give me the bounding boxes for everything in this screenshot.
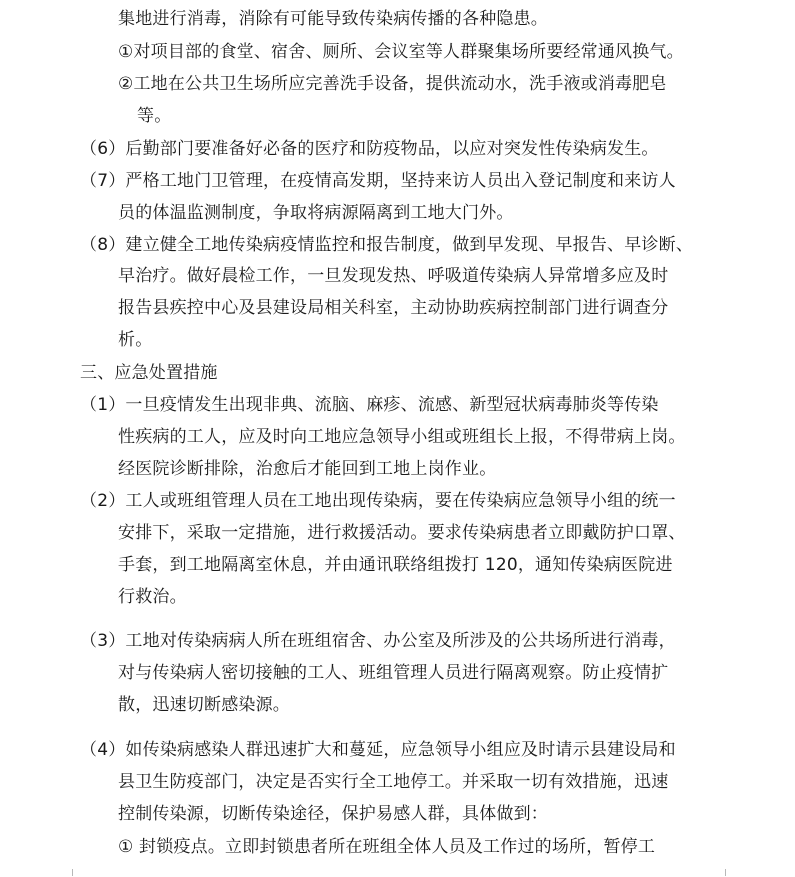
text-line: ①对项目部的食堂、宿舍、厕所、会议室等人群聚集场所要经常通风换气。: [118, 42, 684, 62]
text-line: （7）严格工地门卫管理，在疫情高发期，坚持来访人员出入登记制度和来访人: [80, 171, 676, 191]
text-line: 报告县疾控中心及县建设局相关科室，主动协助疾病控制部门进行调查分: [118, 298, 669, 318]
text-line: （1）一旦疫情发生出现非典、流脑、麻疹、流感、新型冠状病毒肺炎等传染: [80, 395, 659, 415]
text-line: 员的体温监测制度，争取将病源隔离到工地大门外。: [118, 203, 514, 223]
text-line: 散，迅速切断感染源。: [118, 695, 290, 715]
text-line: 集地进行消毒，消除有可能导致传染病传播的各种隐患。: [118, 9, 548, 29]
text-line: 析。: [118, 330, 153, 350]
text-line: 早治疗。做好晨检工作，一旦发现发热、呼吸道传染病人异常增多应及时: [118, 266, 669, 286]
text-line: 等。: [137, 106, 172, 126]
section-heading: 三、应急处置措施: [80, 363, 218, 383]
margin-mark-right: [725, 869, 726, 876]
text-line: ① 封锁疫点。立即封锁患者所在班组全体人员及工作过的场所，暂停工: [118, 837, 656, 857]
text-line: （4）如传染病感染人群迅速扩大和蔓延，应急领导小组应及时请示县建设局和: [80, 740, 676, 760]
text-line: 行救治。: [118, 587, 187, 607]
text-line: 控制传染源，切断传染途径，保护易感人群，具体做到：: [118, 804, 548, 824]
text-line: 性疾病的工人，应及时向工地应急领导小组或班组长上报，不得带病上岗。: [118, 427, 686, 447]
text-line: 经医院诊断排除，治愈后才能回到工地上岗作业。: [118, 459, 497, 479]
margin-mark-left: [72, 869, 73, 876]
text-line: （3）工地对传染病病人所在班组宿舍、办公室及所涉及的公共场所进行消毒，: [80, 631, 676, 651]
text-line: 安排下，采取一定措施，进行救援活动。要求传染病患者立即戴防护口罩、: [118, 523, 686, 543]
text-line: 对与传染病人密切接触的工人、班组管理人员进行隔离观察。防止疫情扩: [118, 663, 669, 683]
text-line: （2）工人或班组管理人员在工地出现传染病，要在传染病应急领导小组的统一: [80, 491, 676, 511]
text-line: 手套，到工地隔离室休息，并由通讯联络组拨打 120，通知传染病医院进: [118, 555, 673, 575]
text-line: ②工地在公共卫生场所应完善洗手设备，提供流动水，洗手液或消毒肥皂: [118, 74, 667, 94]
text-line: （8）建立健全工地传染病疫情监控和报告制度，做到早发现、早报告、早诊断、: [80, 235, 694, 255]
text-line: （6）后勤部门要准备好必备的医疗和防疫物品，以应对突发性传染病发生。: [80, 139, 659, 159]
text-line: 县卫生防疫部门，决定是否实行全工地停工。并采取一切有效措施，迅速: [118, 772, 669, 792]
